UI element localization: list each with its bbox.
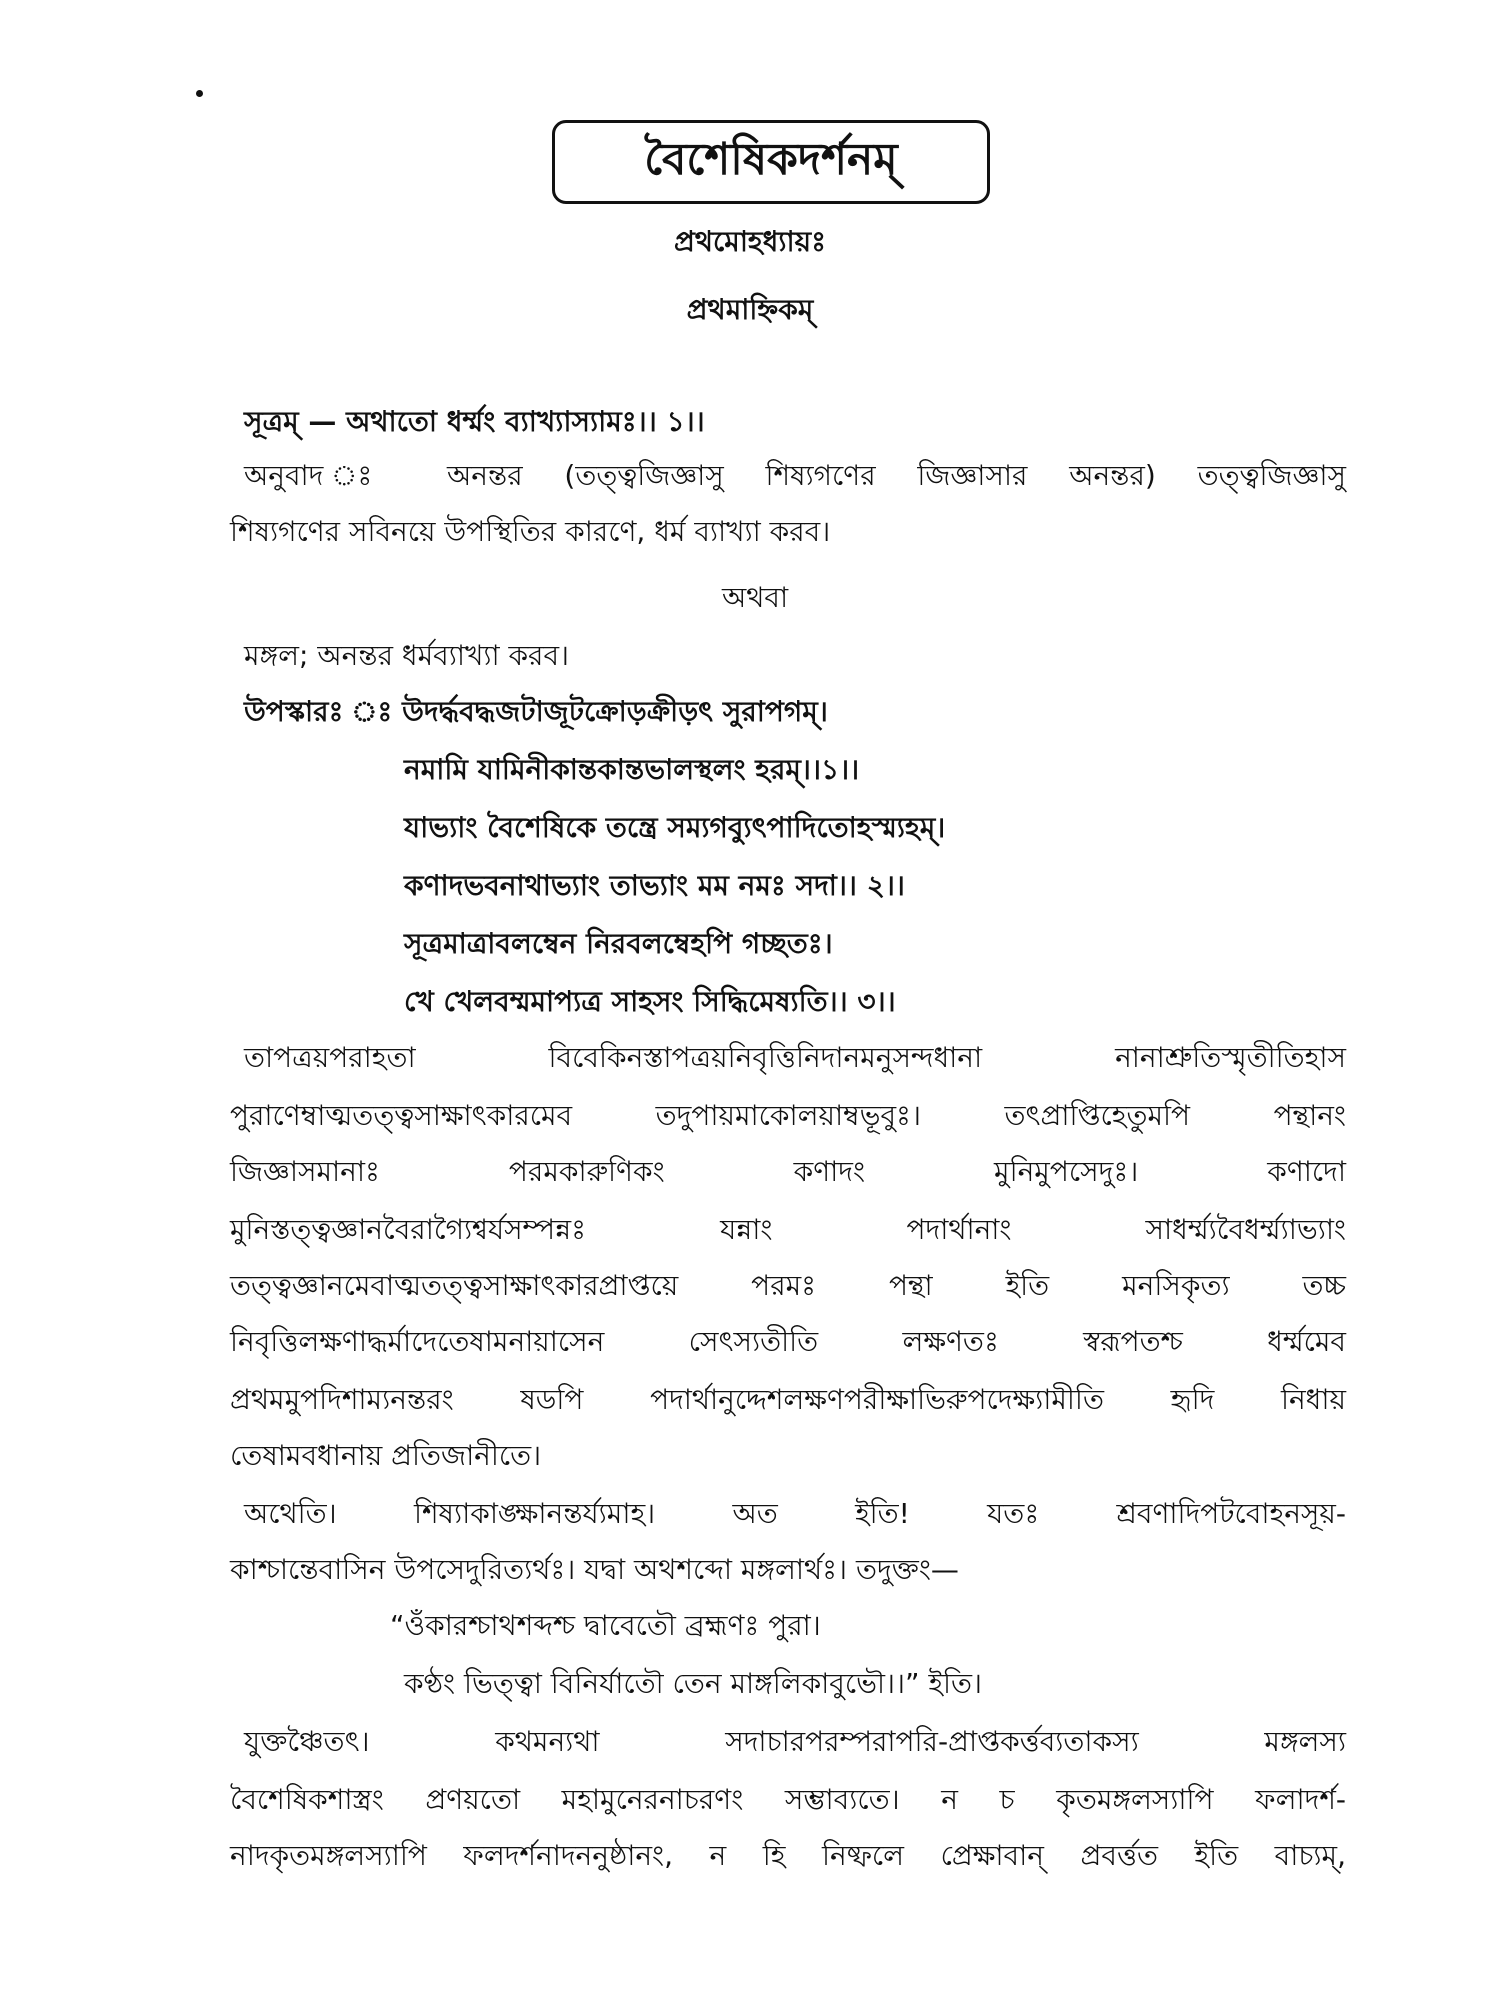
verse-line-2: নমামি যামিনীকান্তকান্তভালস্থলং হরম্।।১।।: [404, 753, 860, 786]
paragraph-3-line-2: বৈশেষিকশাস্ত্রং প্রণয়তো মহামুনেরনাচরণং সম্ভাব্যতে। ন চ কৃতমঙ্গলস্যাপি ফলাদর্শ-: [230, 1783, 1346, 1816]
paragraph-2-line-1: অথেতি। শিষ্যাকাঙ্ক্ষানন্তর্য্যমাহ। অত ইতি! যতঃ শ্রবণাদিপটবোহনসূয়-: [244, 1497, 1346, 1530]
paragraph-3-line-3: নাদকৃতমঙ্গলস্যাপি ফলদর্শনাদননুষ্ঠানং, ন হি নিষ্ফলে প্রেক্ষাবান্ প্রবর্ত্তত ইতি বাচ্যম্,: [230, 1839, 1346, 1872]
verse-line-6: খে খেলবম্মমাপ্যত্র সাহসং সিদ্ধিমেষ্যতি।। ৩।।: [404, 985, 896, 1018]
verse-line-4: কণাদভবনাথাভ্যাং তাভ্যাং মম নমঃ সদা।। ২।।: [404, 869, 905, 902]
translation-line-2: শিষ্যগণের সবিনয়ে উপস্থিতির কারণে, ধর্ম ব্যাখ্যা করব।: [230, 515, 831, 548]
sutra-line: সূত্রম্ — অথাতো ধর্ম্মং ব্যাখ্যাস্যামঃ।। ১।।: [244, 405, 705, 438]
paragraph-3-line-1: যুক্তঞ্চৈতৎ। কথমন্যথা সদাচারপরম্পরাপরি-প্রাপ্তকর্ত্তব্যতাকস্য মঙ্গলস্য: [244, 1725, 1346, 1758]
speck-dot: [196, 90, 203, 97]
paragraph-1-line-8: তেষামবধানায় প্রতিজানীতে।: [230, 1439, 542, 1472]
translation-line-1: অনুবাদ ঃ অনন্তর (তত্ত্বজিজ্ঞাসু শিষ্যগণের জিজ্ঞাসার অনন্তর) তত্ত্বজিজ্ঞাসু: [244, 459, 1346, 492]
paragraph-1-line-4: মুনিস্তত্ত্বজ্ঞানবৈরাগ্যৈশ্বর্যসম্পন্নঃ যন্নাং পদার্থানাং সাধর্ম্ম্যবৈধর্ম্ম্যাভ্যাং: [230, 1213, 1346, 1246]
quote-line-1: “ওঁকারশ্চাথশব্দশ্চ দ্বাবেতৌ ব্রহ্মণঃ পুরা।: [390, 1609, 821, 1642]
paragraph-1-line-7: প্রথমমুপদিশাম্যনন্তরং ষডপি পদার্থানুদ্দেশলক্ষণপরীক্ষাভিরুপদেক্ষ্যামীতি হৃদি নিধায়: [230, 1383, 1346, 1416]
chapter-heading: প্রথমোহধ্যায়ঃ: [673, 225, 826, 258]
paragraph-1-line-3: জিজ্ঞাসমানাঃ পরমকারুণিকং কণাদং মুনিমুপসেদুঃ। কণাদো: [230, 1155, 1346, 1188]
paragraph-2-line-2: কাশ্চান্তেবাসিন উপসেদুরিত্যর্থঃ। যদ্বা অথশব্দো মঙ্গলার্থঃ। তদুক্তং—: [230, 1553, 959, 1586]
title-box: [552, 120, 990, 204]
section-heading: প্রথমাহ্নিকম্: [686, 293, 814, 326]
mangal-line: মঙ্গল; অনন্তর ধর্মব্যাখ্যা করব।: [244, 639, 570, 672]
quote-line-2: কণ্ঠং ভিত্ত্বা বিনির্যাতৌ তেন মাঙ্গলিকাবুভৌ।।” ইতি।: [404, 1667, 983, 1700]
page-title: বৈশেষিকদর্শনম্: [644, 133, 898, 185]
athava-line: অথবা: [722, 581, 789, 614]
verse-line-5: সূত্রমাত্রাবলম্বেন নিরবলম্বেহপি গচ্ছতঃ।: [404, 927, 833, 960]
paragraph-1-line-2: পুরাণেম্বাত্মতত্ত্বসাক্ষাৎকারমেব তদুপায়মাকোলয়াম্বভূবুঃ। তৎপ্রাপ্তিহেতুমপি পন্থানং: [230, 1099, 1346, 1132]
verse-line-3: যাভ্যাং বৈশেষিকে তন্ত্রে সম্যগব্যুৎপাদিতোহস্ম্যহম্।: [404, 811, 946, 844]
paragraph-1-line-5: তত্ত্বজ্ঞানমেবাত্মতত্ত্বসাক্ষাৎকারপ্রাপ্তয়ে পরমঃ পন্থা ইতি মনসিকৃত্য তচ্চ: [230, 1269, 1346, 1302]
paragraph-1-line-1: তাপত্রয়পরাহতা বিবেকিনস্তাপত্রয়নিবৃত্তিনিদানমনুসন্দধানা নানাশ্রুতিস্মৃতীতিহাস: [244, 1041, 1346, 1074]
verse-line-1: উপস্কারঃ ঃ উদর্দ্ধবদ্ধজটাজূটক্রোড়ক্রীড়ৎ সুরাপগম্।: [244, 695, 828, 728]
paragraph-1-line-6: নিবৃত্তিলক্ষণাদ্ধর্মাদেতেষামনায়াসেন সেৎস্যতীতি লক্ষণতঃ স্বরূপতশ্চ ধর্ম্মমেব: [230, 1325, 1346, 1358]
